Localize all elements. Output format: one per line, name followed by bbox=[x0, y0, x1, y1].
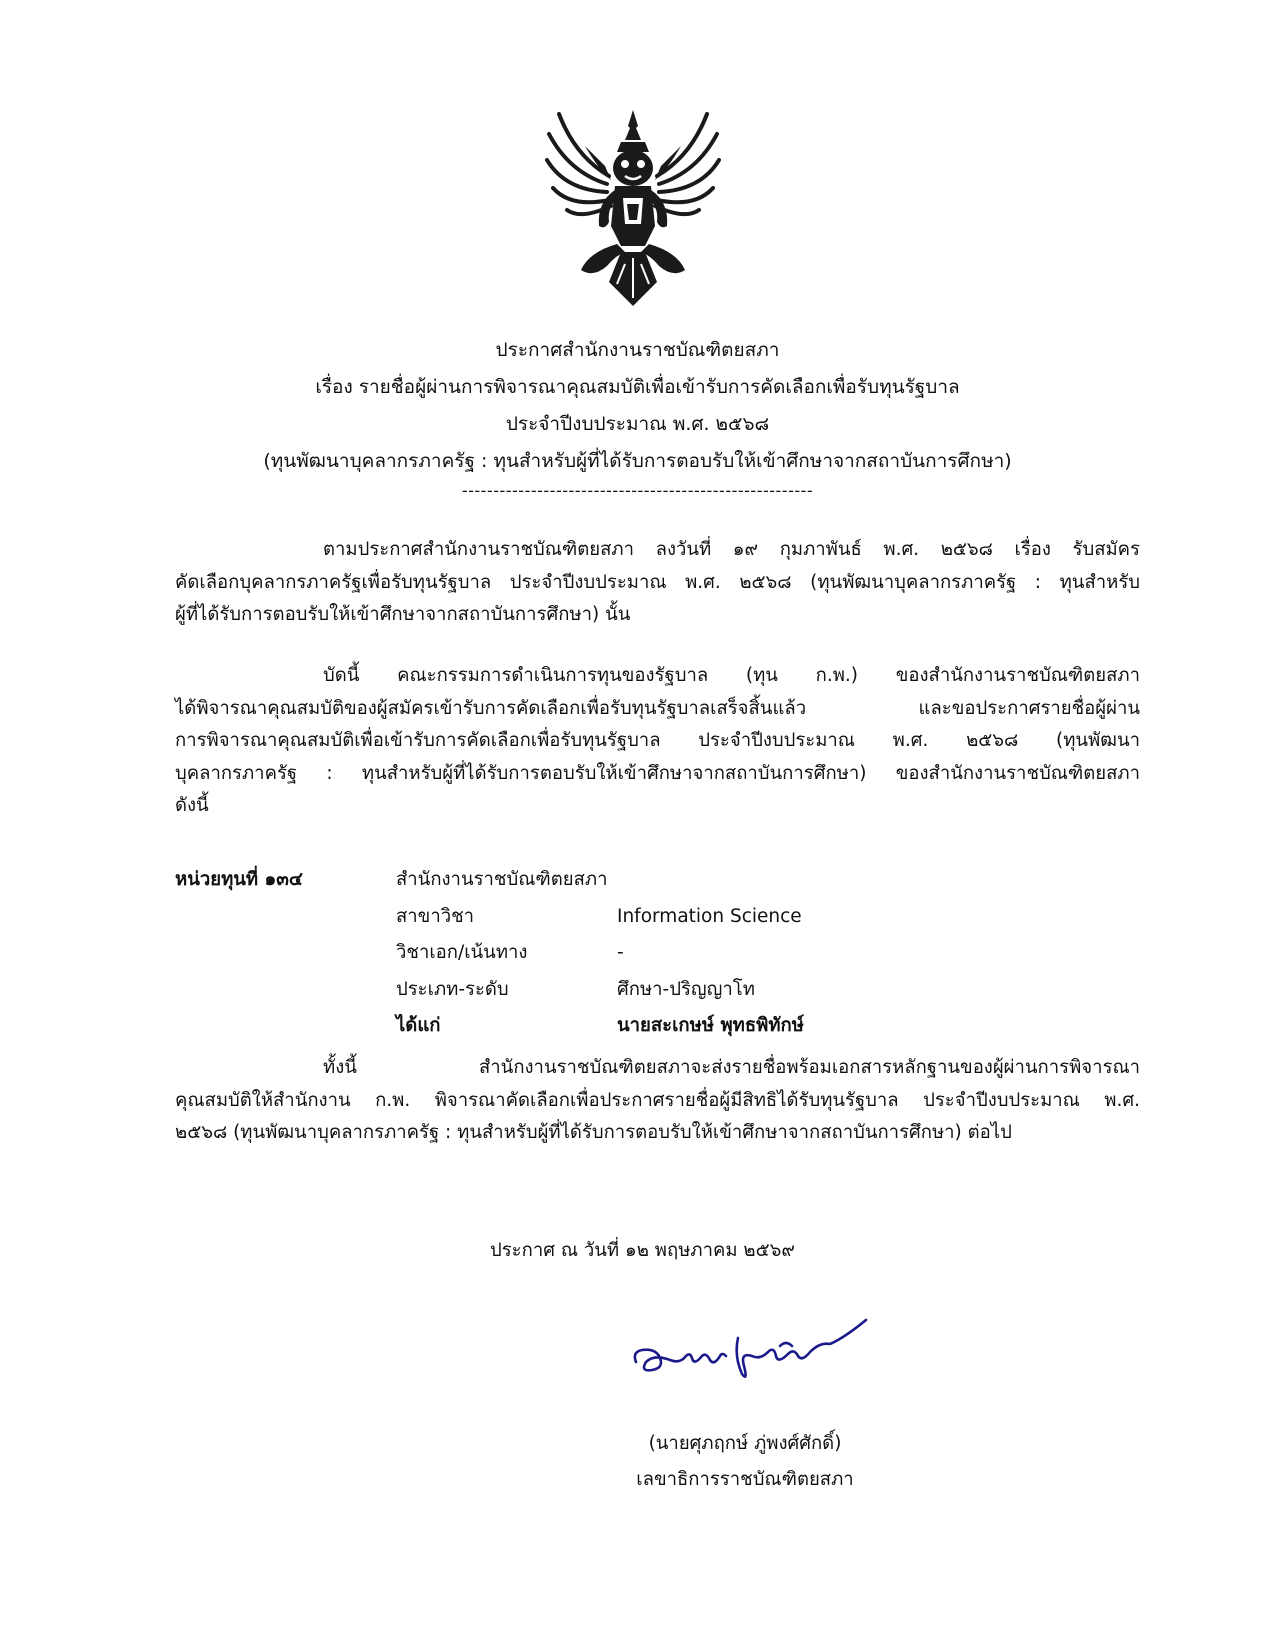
unit-header-row bbox=[175, 862, 875, 899]
announcement-title: ประกาศสำนักงานราชบัณฑิตยสภา bbox=[495, 339, 780, 361]
field-label-concentration: วิชาเอก/เน้นทาง bbox=[396, 942, 528, 963]
signer-name: (นายศุภฤกษ์ ภู่พงศ์ศักดิ์) bbox=[648, 1433, 842, 1454]
unit-field-row bbox=[175, 972, 875, 1009]
paragraph-line: ๒๕๖๘ (ทุนพัฒนาบุคลากรภาครัฐ : ทุนสำหรับผู้ที่ได้รับการตอบรับให้เข้าศึกษาจากสถาบันการศึกษา) ต่อไป bbox=[175, 1122, 1012, 1143]
field-label-level: ประเภท-ระดับ bbox=[396, 978, 509, 1000]
paragraph-line: การพิจารณาคุณสมบัติเพื่อเข้ารับการคัดเลือกเพื่อรับทุนรัฐบาล ประจำปีงบประมาณ พ.ศ. ๒๕๖๘ (ทุนพัฒนา bbox=[175, 730, 1140, 751]
paragraph-line: บุคลากรภาครัฐ : ทุนสำหรับผู้ที่ได้รับการตอบรับให้เข้าศึกษาจากสถาบันการศึกษา) ของสำนักงานราชบัณฑิตยสภา bbox=[175, 762, 1140, 784]
unit-label: หน่วยทุนที่ ๑๓๔ bbox=[175, 869, 303, 890]
heading-separator: -------------------------------------------------------- bbox=[461, 481, 814, 500]
unit-field-row bbox=[175, 899, 875, 936]
field-label-recipient: ได้แก่ bbox=[396, 1015, 441, 1036]
garuda-emblem-icon bbox=[545, 106, 721, 312]
announcement-subject: เรื่อง รายชื่อผู้ผ่านการพิจารณาคุณสมบัติเพื่อเข้ารับการคัดเลือกเพื่อรับทุนรัฐบาล bbox=[315, 376, 960, 398]
paragraph-line: ผู้ที่ได้รับการตอบรับให้เข้าศึกษาจากสถาบันการศึกษา) นั้น bbox=[175, 604, 631, 625]
paragraph-announcement bbox=[175, 660, 1140, 823]
announcement-date: ประกาศ ณ วันที่ ๑๒ พฤษภาคม ๒๕๖๙ bbox=[490, 1240, 795, 1261]
unit-agency: สำนักงานราชบัณฑิตยสภา bbox=[396, 869, 608, 890]
announcement-scholarship-type: (ทุนพัฒนาบุคลากรภาครัฐ : ทุนสำหรับผู้ที่ได้รับการตอบรับให้เข้าศึกษาจากสถาบันการศึกษา) bbox=[263, 450, 1012, 472]
signer-title: เลขาธิการราชบัณฑิตยสภา bbox=[636, 1469, 854, 1490]
paragraph-line: ตามประกาศสำนักงานราชบัณฑิตยสภา ลงวันที่ ๑๙ กุมภาพันธ์ พ.ศ. ๒๕๖๘ เรื่อง รับสมัคร bbox=[323, 539, 1140, 560]
signer-block bbox=[620, 1426, 870, 1498]
field-label-major: สาขาวิชา bbox=[396, 905, 475, 927]
paragraph-line: ได้พิจารณาคุณสมบัติของผู้สมัครเข้ารับการคัดเลือกเพื่อรับทุนรัฐบาลเสร็จสิ้นแล้ว และขอประกาศรายชื่อผู้ผ่าน bbox=[175, 697, 1140, 719]
unit-field-row bbox=[175, 935, 875, 972]
paragraph-next-steps bbox=[175, 1052, 1140, 1150]
paragraph-line: บัดนี้ คณะกรรมการดำเนินการทุนของรัฐบาล (ทุน ก.พ.) ของสำนักงานราชบัณฑิตยสภา bbox=[323, 665, 1140, 686]
field-value-concentration: - bbox=[617, 942, 624, 963]
unit-field-row bbox=[175, 1008, 875, 1045]
field-value-recipient: นายสะเกษษ์ พุทธพิทักษ์ bbox=[617, 1015, 804, 1036]
field-value-level: ศึกษา-ปริญญาโท bbox=[617, 978, 755, 1000]
paragraph-line: ทั้งนี้ สำนักงานราชบัณฑิตยสภาจะส่งรายชื่อพร้อมเอกสารหลักฐานของผู้ผ่านการพิจารณา bbox=[323, 1057, 1140, 1078]
scholarship-unit bbox=[175, 862, 875, 1045]
field-value-major: Information Science bbox=[617, 905, 802, 927]
announcement-fiscal-year: ประจำปีงบประมาณ พ.ศ. ๒๕๖๘ bbox=[505, 413, 770, 435]
paragraph-line: คัดเลือกบุคลากรภาครัฐเพื่อรับทุนรัฐบาล ประจำปีงบประมาณ พ.ศ. ๒๕๖๘ (ทุนพัฒนาบุคลากรภาครัฐ : ทุนสำหรับ bbox=[175, 571, 1140, 593]
paragraph-reference bbox=[175, 534, 1140, 632]
handwritten-signature bbox=[630, 1316, 870, 1398]
paragraph-line: คุณสมบัติให้สำนักงาน ก.พ. พิจารณาคัดเลือกเพื่อประกาศรายชื่อผู้มีสิทธิได้รับทุนรัฐบาล ประจำปีงบประมาณ พ.ศ. bbox=[175, 1089, 1140, 1111]
paragraph-line: ดังนี้ bbox=[175, 795, 209, 816]
announcement-heading bbox=[150, 332, 1125, 502]
